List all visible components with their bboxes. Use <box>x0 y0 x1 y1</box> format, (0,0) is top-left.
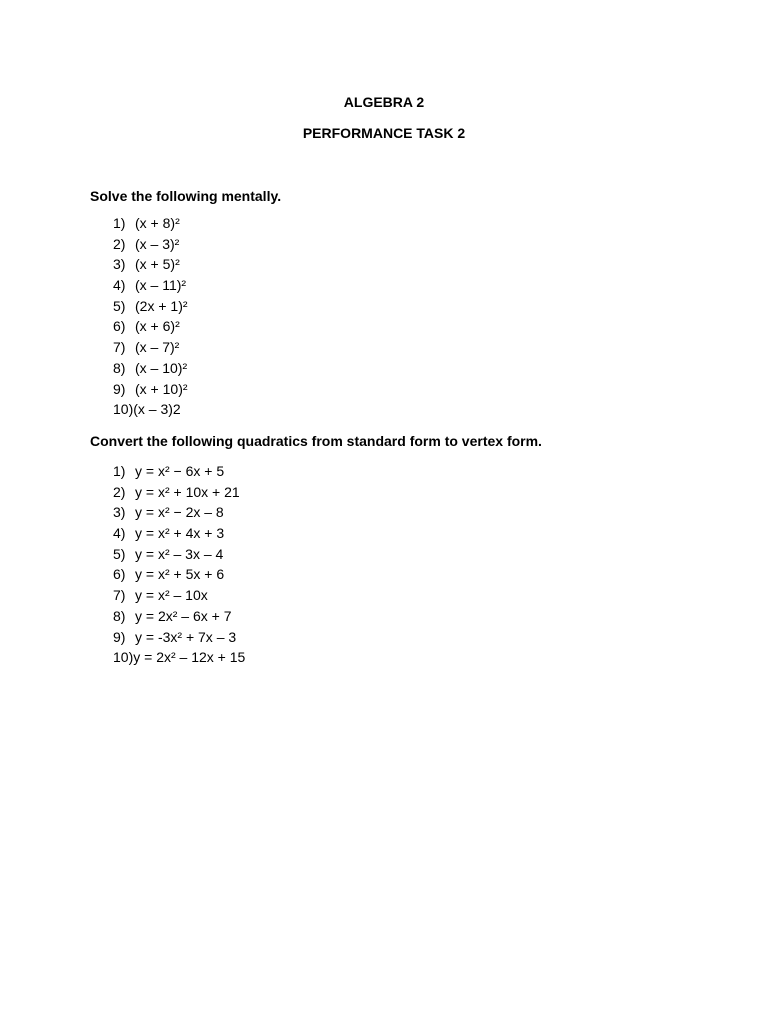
item-number: 3) <box>113 504 126 521</box>
item-expression: y = 2x² – 6x + 7 <box>135 607 232 624</box>
item-expression: y = x² − 2x – 8 <box>135 504 224 521</box>
item-number: 5) <box>113 545 126 562</box>
item-number: 6) <box>113 566 126 583</box>
item-expression: y = -3x² + 7x – 3 <box>135 628 237 645</box>
document-subtitle: PERFORMANCE TASK 2 <box>302 125 466 141</box>
item-number: 10) <box>113 649 134 666</box>
item-expression: (x – 7)² <box>135 339 180 356</box>
list-item <box>113 379 188 400</box>
list-item <box>113 275 188 296</box>
item-number: 1) <box>113 215 126 231</box>
item-expression: (x – 3)2 <box>133 401 181 418</box>
item-number: 9) <box>113 628 126 645</box>
list-item <box>113 564 245 585</box>
item-expression: y = x² − 6x + 5 <box>135 463 225 479</box>
list-item <box>113 296 188 317</box>
list-item <box>113 316 188 337</box>
item-number: 6) <box>113 318 126 335</box>
item-expression: y = x² + 5x + 6 <box>135 566 225 583</box>
list-item <box>113 254 188 275</box>
item-number: 8) <box>113 607 126 624</box>
item-number: 10) <box>113 401 134 418</box>
item-expression: (x + 10)² <box>135 380 188 397</box>
list-item <box>113 606 245 627</box>
item-expression: (x + 6)² <box>135 318 180 335</box>
list-item <box>113 585 245 606</box>
item-expression: y = x² + 4x + 3 <box>135 525 225 542</box>
list-item <box>113 399 188 420</box>
item-number: 2) <box>113 483 126 500</box>
item-number: 7) <box>113 339 126 356</box>
item-number: 9) <box>113 380 126 397</box>
item-expression: y = 2x² – 12x + 15 <box>133 649 246 666</box>
item-expression: (2x + 1)² <box>135 297 188 314</box>
list-item <box>113 337 188 358</box>
item-expression: y = x² – 3x – 4 <box>135 545 224 562</box>
item-expression: (x – 10)² <box>135 359 188 376</box>
list-item <box>113 647 245 668</box>
item-number: 4) <box>113 525 126 542</box>
list-item <box>113 544 245 565</box>
item-number: 5) <box>113 297 126 314</box>
item-expression: (x – 3)² <box>135 235 180 252</box>
item-number: 4) <box>113 277 126 294</box>
item-number: 8) <box>113 359 126 376</box>
list-item <box>113 234 188 255</box>
item-expression: (x + 8)² <box>135 215 180 231</box>
list-item <box>113 213 188 234</box>
section1-list <box>113 213 188 420</box>
list-item <box>113 358 188 379</box>
list-item <box>113 523 245 544</box>
list-item <box>113 482 245 503</box>
list-item <box>113 627 245 648</box>
item-number: 7) <box>113 587 126 604</box>
section1-heading: Solve the following mentally. <box>90 188 282 204</box>
item-expression: y = x² + 10x + 21 <box>135 483 240 500</box>
item-expression: (x – 11)² <box>135 277 187 294</box>
document-title: ALGEBRA 2 <box>343 94 425 110</box>
list-item <box>113 502 245 523</box>
section2-list <box>113 461 245 668</box>
item-number: 1) <box>113 463 126 479</box>
item-expression: (x + 5)² <box>135 256 180 273</box>
list-item <box>113 461 245 482</box>
item-number: 3) <box>113 256 126 273</box>
item-expression: y = x² – 10x <box>135 587 208 604</box>
section2-heading: Convert the following quadratics from standard form to vertex form. <box>90 433 542 449</box>
item-number: 2) <box>113 235 126 252</box>
